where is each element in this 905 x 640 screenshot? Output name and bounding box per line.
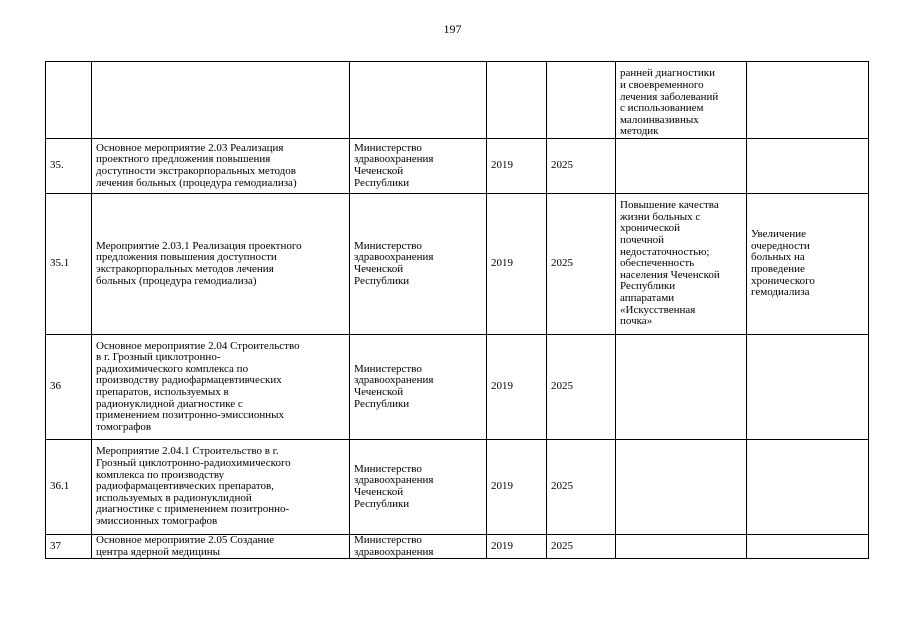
program-activities-table	[45, 61, 869, 559]
table-row	[46, 335, 869, 440]
start-year-cell: 2019	[487, 139, 547, 194]
row-number-cell: 35.1	[46, 194, 92, 335]
table-row	[46, 139, 869, 194]
page-number: 197	[443, 22, 462, 36]
indicator-cell	[747, 139, 869, 194]
expected-result-cell	[616, 335, 747, 440]
expected-result-cell: Повышение качества жизни больных с хронической почечной недостаточностью; обеспеченность населения Чеченской Республики аппаратами «Искусственная почка»	[616, 194, 747, 335]
expected-result-cell	[616, 440, 747, 535]
table-row	[46, 62, 869, 139]
start-year-cell: 2019	[487, 440, 547, 535]
executor-cell: Министерство здравоохранения	[350, 535, 487, 559]
indicator-cell	[747, 535, 869, 559]
indicator-cell	[747, 335, 869, 440]
table-row	[46, 194, 869, 335]
end-year-cell: 2025	[547, 440, 616, 535]
row-number-cell: 35.	[46, 139, 92, 194]
row-number-cell: 36.1	[46, 440, 92, 535]
start-year-cell: 2019	[487, 535, 547, 559]
activity-name-cell: Основное мероприятие 2.04 Строительство в г. Грозный циклотронно- радиохимического комплекса по производству радиофармацевтивческих препаратов, используемых в радионуклидной диагностике с применением позитронно-эмиссионных томографов	[92, 335, 350, 440]
end-year-cell: 2025	[547, 335, 616, 440]
activity-name-cell	[92, 62, 350, 139]
table-row	[46, 440, 869, 535]
table-row	[46, 535, 869, 559]
expected-result-cell	[616, 139, 747, 194]
executor-cell: Министерство здравоохранения Чеченской Республики	[350, 139, 487, 194]
end-year-cell: 2025	[547, 139, 616, 194]
activity-name-cell: Мероприятие 2.03.1 Реализация проектного предложения повышения доступности экстракорпоральных методов лечения больных (процедура гемодиализа)	[92, 194, 350, 335]
row-number-cell	[46, 62, 92, 139]
executor-cell: Министерство здравоохранения Чеченской Республики	[350, 440, 487, 535]
start-year-cell: 2019	[487, 194, 547, 335]
start-year-cell: 2019	[487, 335, 547, 440]
row-number-cell: 37	[46, 535, 92, 559]
end-year-cell: 2025	[547, 535, 616, 559]
expected-result-cell: ранней диагностики и своевременного лечения заболеваний с использованием малоинвазивных методик	[616, 62, 747, 139]
start-year-cell	[487, 62, 547, 139]
indicator-cell: Увеличение очередности больных на проведение хронического гемодиализа	[747, 194, 869, 335]
end-year-cell: 2025	[547, 194, 616, 335]
activity-name-cell: Основное мероприятие 2.05 Создание центра ядерной медицины	[92, 535, 350, 559]
executor-cell: Министерство здравоохранения Чеченской Республики	[350, 335, 487, 440]
expected-result-cell	[616, 535, 747, 559]
end-year-cell	[547, 62, 616, 139]
executor-cell: Министерство здравоохранения Чеченской Республики	[350, 194, 487, 335]
indicator-cell	[747, 440, 869, 535]
indicator-cell	[747, 62, 869, 139]
row-number-cell: 36	[46, 335, 92, 440]
activity-name-cell: Мероприятие 2.04.1 Строительство в г. Грозный циклотронно-радиохимического комплекса по производству радиофармацевтивческих препаратов, используемых в радионуклидной диагностике с применением позитронно- эмиссионных томографов	[92, 440, 350, 535]
activity-name-cell: Основное мероприятие 2.03 Реализация проектного предложения повышения доступности экстракорпоральных методов лечения больных (процедура гемодиализа)	[92, 139, 350, 194]
executor-cell	[350, 62, 487, 139]
